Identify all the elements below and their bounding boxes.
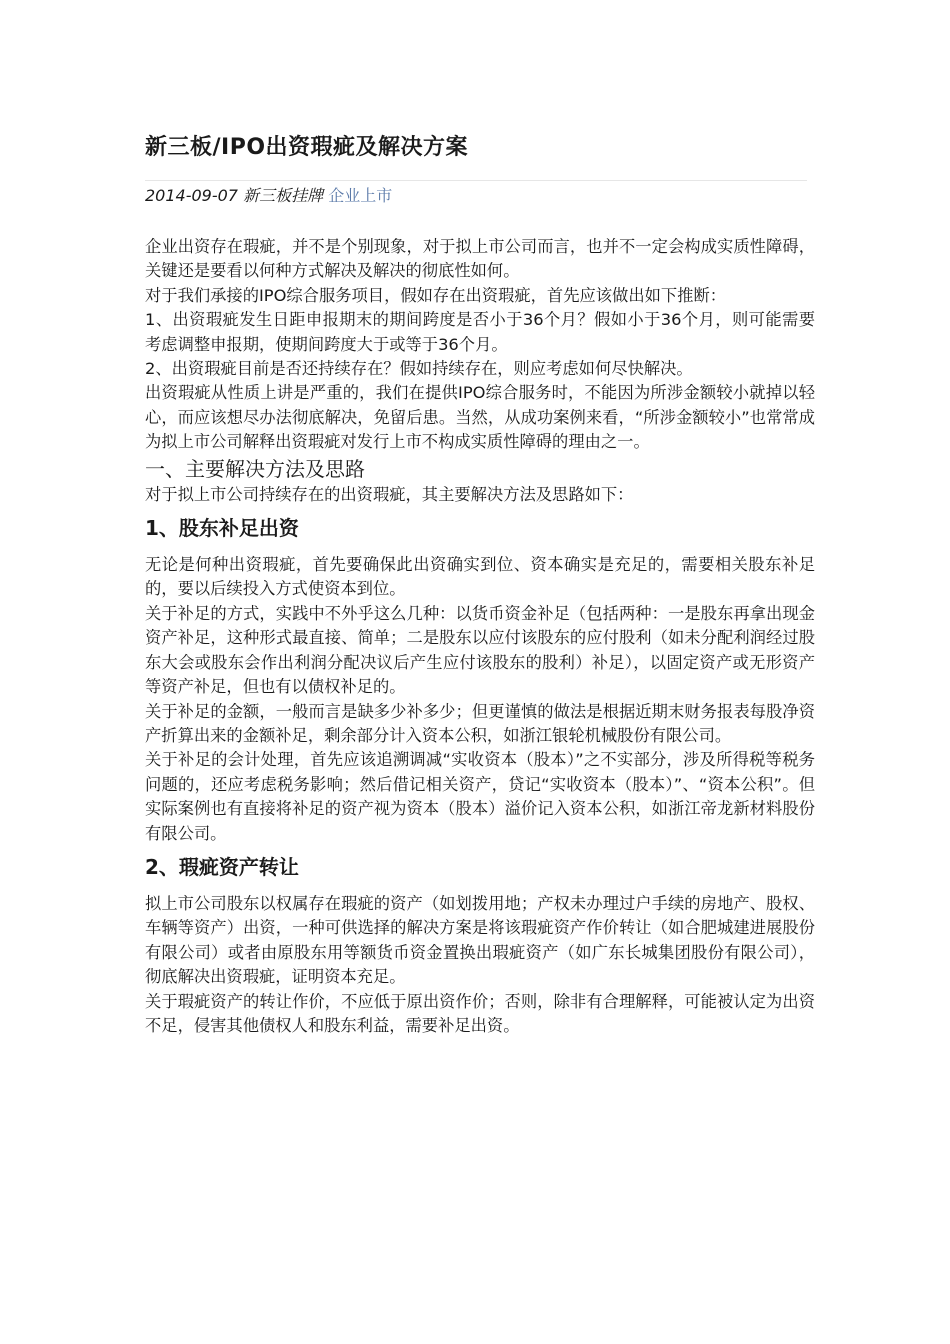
intro-paragraph: 1、出资瑕疵发生日距申报期末的期间跨度是否小于36个月？假如小于36个月，则可能需要考虑调整申报期，使期间跨度大于或等于36个月。 bbox=[145, 310, 815, 354]
category-tag-link[interactable]: 企业上市 bbox=[328, 186, 393, 205]
body-paragraph: 拟上市公司股东以权属存在瑕疵的资产（如划拨用地；产权未办理过户手续的房地产、股权、车辆等资产）出资，一种可供选择的解决方案是将该瑕疵资产作价转让（如合肥城建进展股份有限公司）或者由原股东用等额货币资金置换出瑕疵资产（如广东长城集团股份有限公司），彻底解决出资瑕疵，证明资本充足。 bbox=[145, 893, 815, 987]
publish-date: 2014-09-07 bbox=[145, 186, 238, 205]
section-lead: 对于拟上市公司持续存在的出资瑕疵，其主要解决方法及思路如下： bbox=[145, 484, 634, 504]
article-title: 新三板/IPO出资瑕疵及解决方案 bbox=[145, 135, 469, 160]
subsection-heading: 2、瑕疵资产转让 bbox=[145, 854, 299, 879]
body-paragraph: 关于瑕疵资产的转让作价，不应低于原出资作价；否则，除非有合理解释，可能被认定为出资不足，侵害其他债权人和股东利益，需要补足出资。 bbox=[145, 991, 815, 1035]
article-meta bbox=[145, 180, 807, 209]
article-body bbox=[145, 235, 815, 1038]
intro-paragraph: 企业出资存在瑕疵，并不是个别现象，对于拟上市公司而言，也并不一定会构成实质性障碍，关键还是要看以何种方式解决及解决的彻底性如何。 bbox=[145, 237, 815, 281]
subsection-heading: 1、股东补足出资 bbox=[145, 516, 299, 541]
source-name: 新三板挂牌 bbox=[243, 186, 324, 205]
body-paragraph: 关于补足的会计处理，首先应该追溯调减“实收资本（股本）”之不实部分，涉及所得税等税务问题的，还应考虑税务影响；然后借记相关资产，贷记“实收资本（股本）”、“资本公积”。但实际案例也有直接将补足的资产视为资本（股本）溢价记入资本公积，如浙江帝龙新材料股份有限公司。 bbox=[145, 750, 815, 843]
article bbox=[145, 130, 815, 1038]
intro-paragraph: 出资瑕疵从性质上讲是严重的，我们在提供IPO综合服务时，不能因为所涉金额较小就掉以轻心，而应该想尽办法彻底解决，免留后患。当然，从成功案例来看，“所涉金额较小”也常常成为拟上市公司解释出资瑕疵对发行上市不构成实质性障碍的理由之一。 bbox=[145, 383, 815, 452]
section-heading: 一、主要解决方法及思路 bbox=[145, 456, 365, 481]
intro-paragraph: 2、出资瑕疵目前是否还持续存在？假如持续存在，则应考虑如何尽快解决。 bbox=[145, 359, 693, 379]
body-paragraph: 关于补足的金额，一般而言是缺多少补多少；但更谨慎的做法是根据近期末财务报表每股净资产折算出来的金额补足，剩余部分计入资本公积，如浙江银轮机械股份有限公司。 bbox=[145, 701, 815, 745]
body-paragraph: 无论是何种出资瑕疵，首先要确保此出资确实到位、资本确实是充足的，需要相关股东补足的，要以后续投入方式使资本到位。 bbox=[145, 555, 815, 599]
intro-paragraph: 对于我们承接的IPO综合服务项目，假如存在出资瑕疵，首先应该做出如下推断： bbox=[145, 285, 727, 305]
body-paragraph: 关于补足的方式，实践中不外乎这么几种：以货币资金补足（包括两种：一是股东再拿出现金资产补足，这种形式最直接、简单；二是股东以应付该股东的应付股利（如未分配利润经过股东大会或股东会作出利润分配决议后产生应付该股东的股利）补足），以固定资产或无形资产等资产补足，但也有以债权补足的。 bbox=[145, 603, 815, 697]
